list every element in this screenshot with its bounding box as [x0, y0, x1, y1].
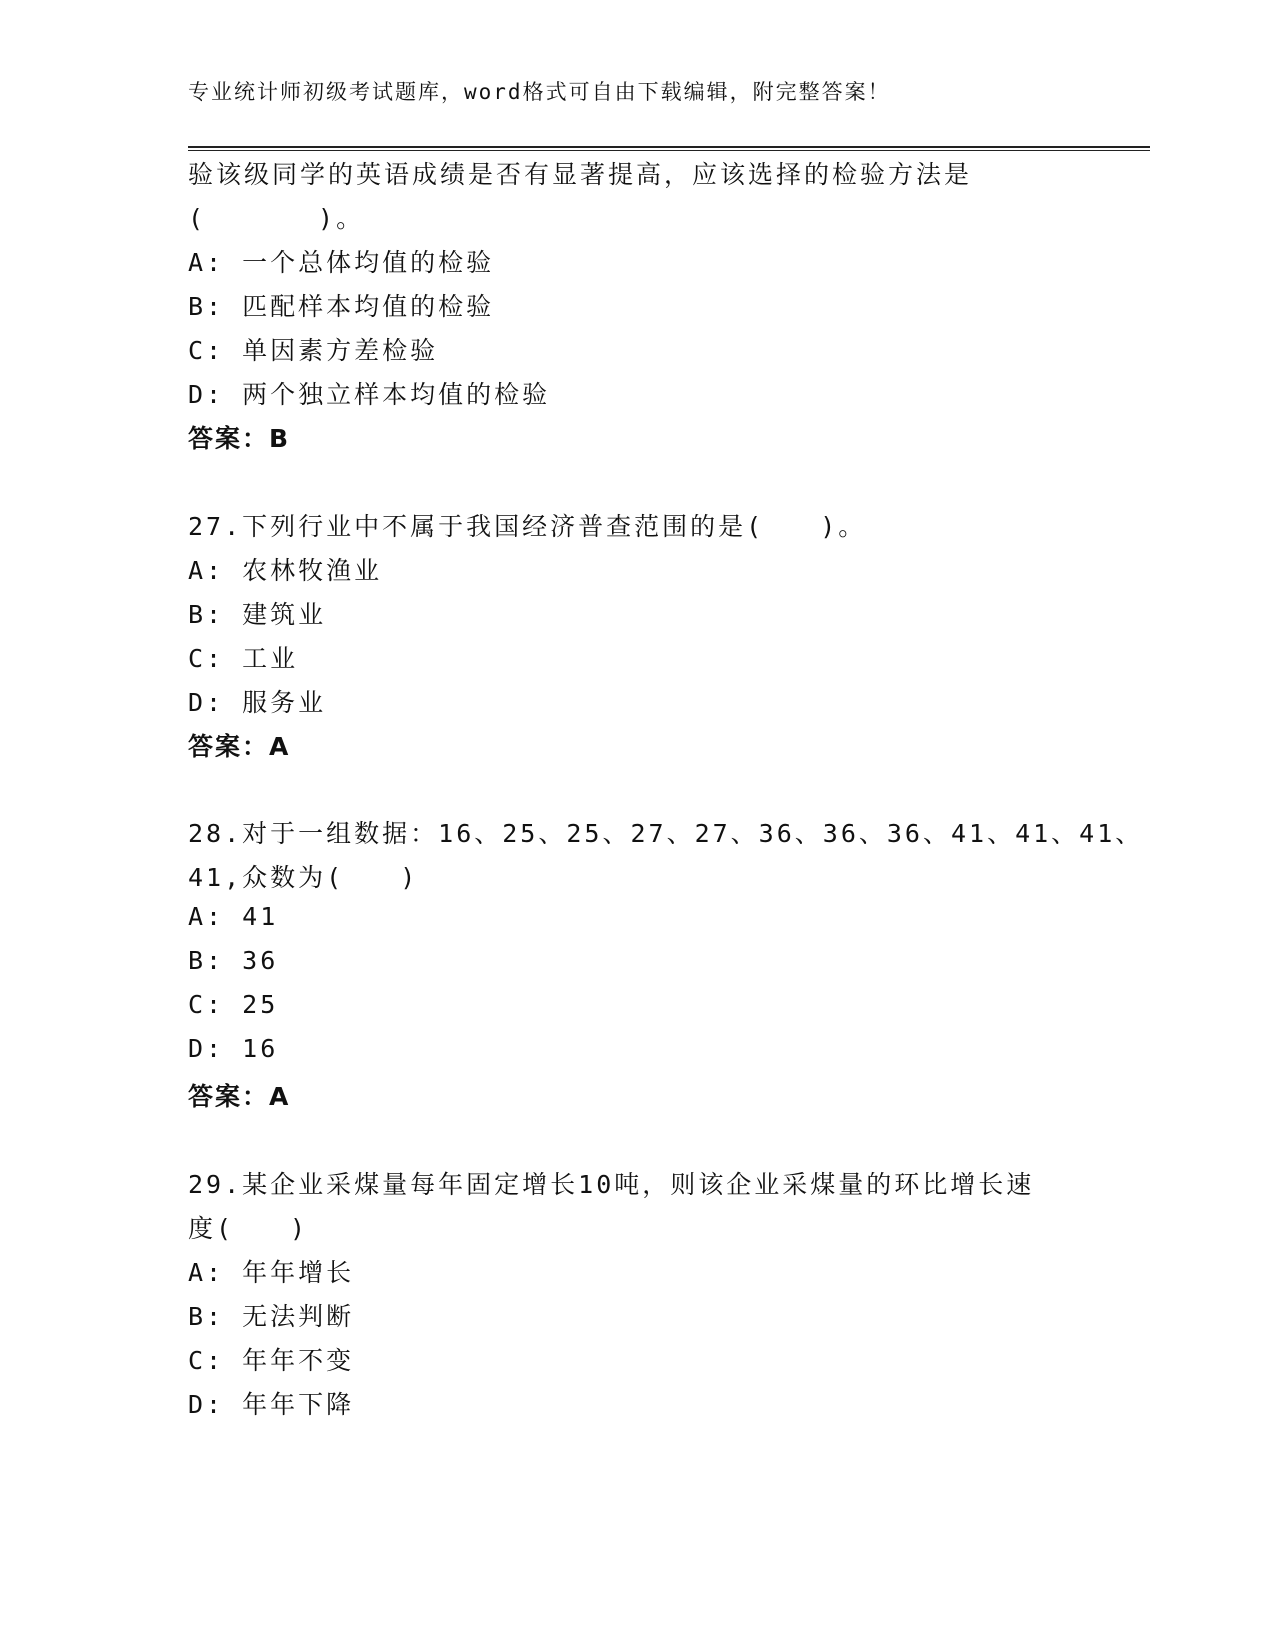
question-29-option-c: C: 年年不变	[188, 1346, 355, 1375]
question-27-option-d: D: 服务业	[188, 688, 327, 717]
question-28-answer: 答案：A	[188, 1082, 291, 1111]
question-28-option-a: A: 41	[188, 902, 279, 931]
question-26-answer: 答案：B	[188, 424, 291, 453]
question-26-option-a: A: 一个总体均值的检验	[188, 248, 495, 277]
question-27-answer: 答案：A	[188, 732, 291, 761]
question-29-stem-line-2: 度( )	[188, 1214, 309, 1243]
question-29-option-d: D: 年年下降	[188, 1390, 355, 1419]
question-29-option-a: A: 年年增长	[188, 1258, 355, 1287]
question-27-option-a: A: 农林牧渔业	[188, 556, 383, 585]
question-27-option-c: C: 工业	[188, 644, 299, 673]
question-26-option-d: D: 两个独立样本均值的检验	[188, 380, 551, 409]
question-27-option-b: B: 建筑业	[188, 600, 327, 629]
question-27-stem: 27.下列行业中不属于我国经济普查范围的是( )。	[188, 512, 867, 541]
question-26-stem-line-1: 验该级同学的英语成绩是否有显著提高，应该选择的检验方法是	[188, 160, 973, 189]
question-29-option-b: B: 无法判断	[188, 1302, 355, 1331]
page-header-text: 专业统计师初级考试题库，word格式可自由下载编辑，附完整答案！	[188, 80, 891, 104]
question-29-stem-line-1: 29.某企业采煤量每年固定增长10吨，则该企业采煤量的环比增长速	[188, 1170, 1035, 1199]
question-28-option-c: C: 25	[188, 990, 279, 1019]
question-26-option-b: B: 匹配样本均值的检验	[188, 292, 495, 321]
header-divider	[188, 146, 1150, 151]
question-28-stem-line-2: 41,众数为( )	[188, 863, 419, 892]
question-26-option-c: C: 单因素方差检验	[188, 336, 439, 365]
question-28-option-b: B: 36	[188, 946, 279, 975]
question-26-stem-line-2: ( )。	[188, 204, 365, 233]
question-28-stem-line-1: 28.对于一组数据：16、25、25、27、27、36、36、36、41、41、41、	[188, 819, 1144, 848]
question-28-option-d: D: 16	[188, 1034, 279, 1063]
